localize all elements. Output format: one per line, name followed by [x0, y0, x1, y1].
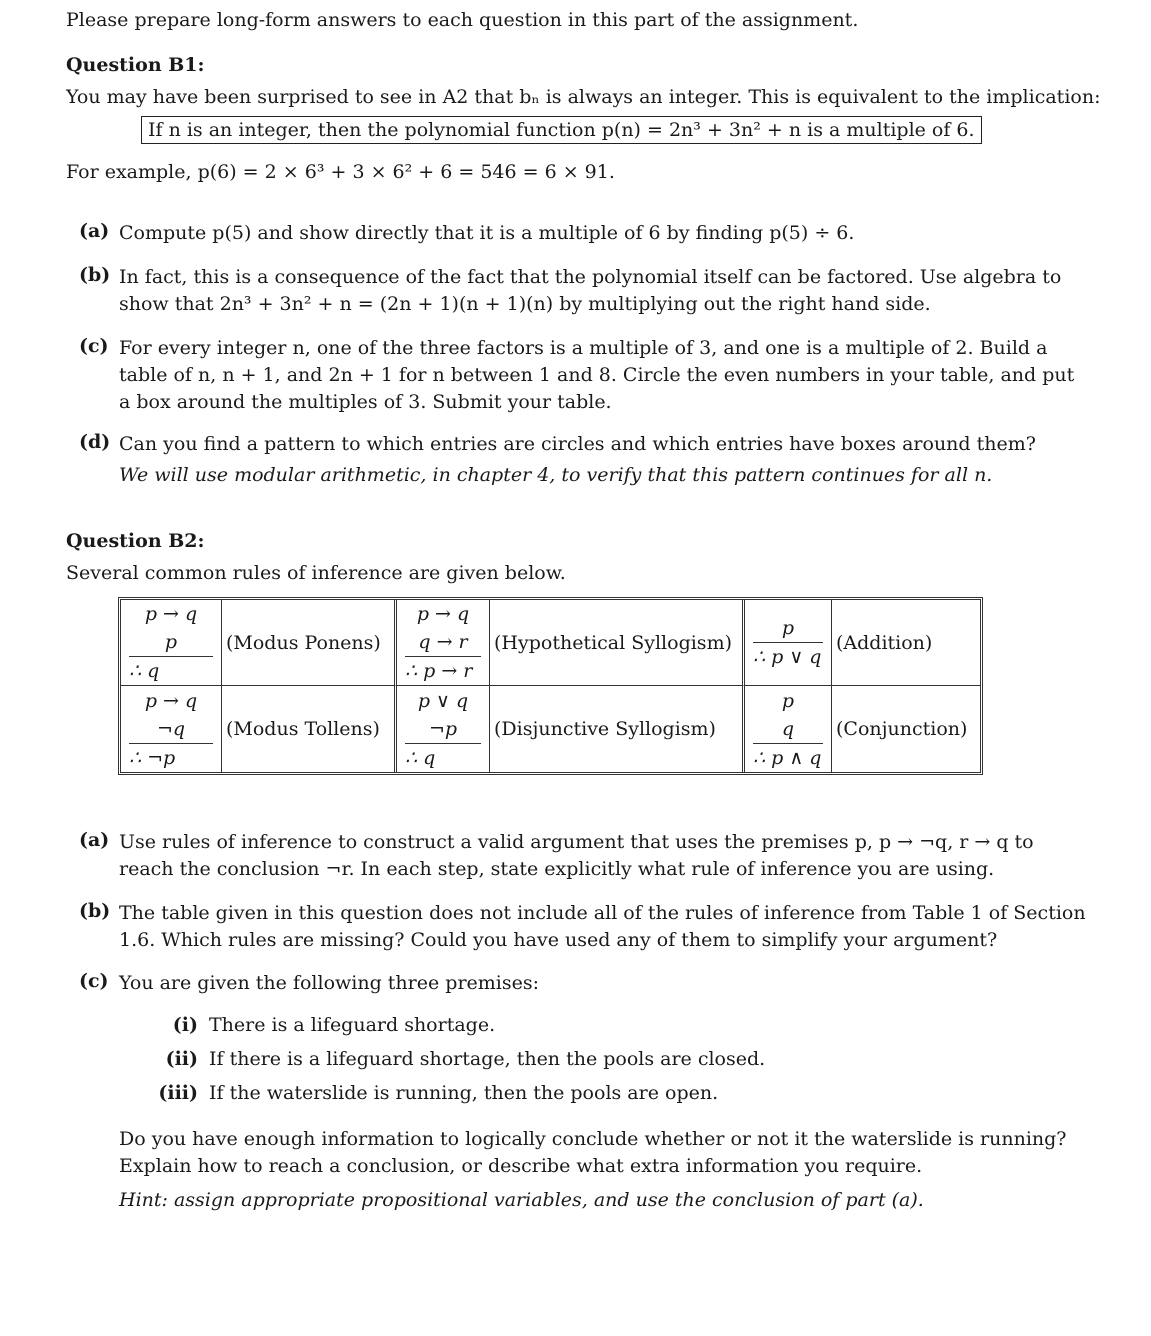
b2-lead: Several common rules of inference are given below.	[66, 562, 566, 584]
b1-lead: You may have been surprised to see in A2 that bₙ is always an integer. This is equivalent to the implication:	[66, 86, 1101, 108]
b1-part-d-note: We will use modular arithmetic, in chapter 4, to verify that this pattern continues for all n.	[119, 464, 993, 486]
conclusion: ∴ p ∨ q	[753, 646, 822, 668]
conclusion: ∴ p → r	[405, 660, 473, 682]
table-row	[121, 600, 980, 686]
premise-iii-label: (iii)	[158, 1082, 198, 1104]
b2-part-b-text	[119, 900, 1086, 954]
b1-part-c-label: (c)	[79, 335, 109, 357]
b2-part-a-line: Use rules of inference to construct a valid argument that uses the premises p, p → ¬q, r → q to	[119, 831, 1034, 853]
premise: p → q	[144, 689, 198, 712]
b1-boxed-statement: If n is an integer, then the polynomial function p(n) = 2n³ + 3n² + n is a multiple of 6.	[141, 116, 982, 144]
b1-part-b-line: show that 2n³ + 3n² + n = (2n + 1)(n + 1)(n) by multiplying out the right hand side.	[119, 293, 931, 315]
premise-ii-text: If there is a lifeguard shortage, then the pools are closed.	[209, 1048, 766, 1070]
premise-iii-text: If the waterslide is running, then the pools are open.	[209, 1082, 719, 1104]
b1-part-b-label: (b)	[79, 264, 111, 286]
rule-name: (Disjunctive Syllogism)	[490, 686, 745, 772]
conclusion: ∴ q	[405, 746, 436, 769]
rule-name: (Modus Ponens)	[222, 600, 397, 686]
b2-part-c-label: (c)	[79, 970, 109, 992]
premise: p → q	[416, 603, 470, 625]
b2-part-a-label: (a)	[79, 829, 110, 851]
rule-name: (Conjunction)	[836, 718, 968, 740]
premise-i-text: There is a lifeguard shortage.	[209, 1014, 496, 1036]
premise: ¬q	[129, 715, 213, 744]
premise: p → q	[144, 603, 198, 625]
b2-part-c-line: You are given the following three premises:	[119, 972, 540, 994]
b1-part-b-line: In fact, this is a consequence of the fact that the polynomial itself can be factored. Use algebra to	[119, 266, 1062, 288]
rule-name: (Hypothetical Syllogism)	[490, 600, 745, 686]
premise: p ∨ q	[417, 689, 469, 712]
b2-part-b-label: (b)	[79, 900, 111, 922]
rule-name: (Modus Tollens)	[222, 686, 397, 772]
b1-part-a-label: (a)	[79, 220, 110, 242]
premise: ¬p	[405, 715, 481, 744]
b1-part-b-text	[119, 264, 1061, 318]
b1-part-a-text	[119, 220, 854, 247]
premise-i-label: (i)	[172, 1014, 198, 1036]
b2-hint: Hint: assign appropriate propositional variables, and use the conclusion of part (a).	[119, 1189, 924, 1211]
b2-part-b-line: 1.6. Which rules are missing? Could you have used any of them to simplify your argument?	[119, 929, 998, 951]
b1-part-c-text	[119, 335, 1074, 416]
b1-part-d-label: (d)	[79, 431, 111, 453]
table-row	[121, 686, 980, 772]
b2-part-b-line: The table given in this question does not include all of the rules of inference from Table 1 of Section	[119, 902, 1086, 924]
b2-question-line: Do you have enough information to logically conclude whether or not it the waterslide is running?	[119, 1128, 1067, 1150]
b1-part-a-line: Compute p(5) and show directly that it is a multiple of 6 by finding p(5) ÷ 6.	[119, 222, 855, 244]
b1-part-c-line: For every integer n, one of the three factors is a multiple of 3, and one is a multiple of 2. Build a	[119, 337, 1048, 359]
b1-part-c-line: a box around the multiples of 3. Submit your table.	[119, 391, 612, 413]
conclusion: ∴ ¬p	[129, 746, 176, 769]
rule-name: (Addition)	[832, 600, 980, 686]
b1-part-d-text	[119, 431, 1036, 489]
premise: p	[753, 614, 823, 643]
b1-example: For example, p(6) = 2 × 6³ + 3 × 6² + 6 = 546 = 6 × 91.	[66, 161, 615, 183]
premise: q → r	[405, 628, 481, 657]
rule-cell	[121, 600, 222, 686]
intro-text: Please prepare long-form answers to each question in this part of the assignment.	[66, 9, 859, 31]
b2-question-line: Explain how to reach a conclusion, or describe what extra information you require.	[119, 1155, 923, 1177]
b2-question	[119, 1126, 1067, 1180]
b1-part-d-line: Can you find a pattern to which entries are circles and which entries have boxes around them?	[119, 433, 1036, 455]
premise: q	[753, 715, 823, 744]
rule-cell	[397, 600, 490, 686]
b2-part-a-line: reach the conclusion ¬r. In each step, state explicitly what rule of inference you are using.	[119, 858, 995, 880]
question-b2-title: Question B2:	[66, 530, 205, 552]
premise-ii-label: (ii)	[165, 1048, 198, 1070]
inference-rules-table	[118, 597, 983, 775]
rule-cell	[745, 600, 832, 686]
conclusion: ∴ p ∧ q	[753, 746, 822, 769]
premise: p	[129, 628, 213, 657]
b2-part-a-text	[119, 829, 1034, 883]
question-b1-title: Question B1:	[66, 54, 205, 76]
b2-part-c-text	[119, 970, 539, 997]
conclusion: ∴ q	[129, 660, 160, 682]
premise: p	[781, 689, 795, 712]
b1-part-c-line: table of n, n + 1, and 2n + 1 for n between 1 and 8. Circle the even numbers in your table, and put	[119, 364, 1075, 386]
rule-cell	[121, 686, 222, 772]
rule-cell	[745, 686, 832, 772]
rule-cell	[397, 686, 490, 772]
